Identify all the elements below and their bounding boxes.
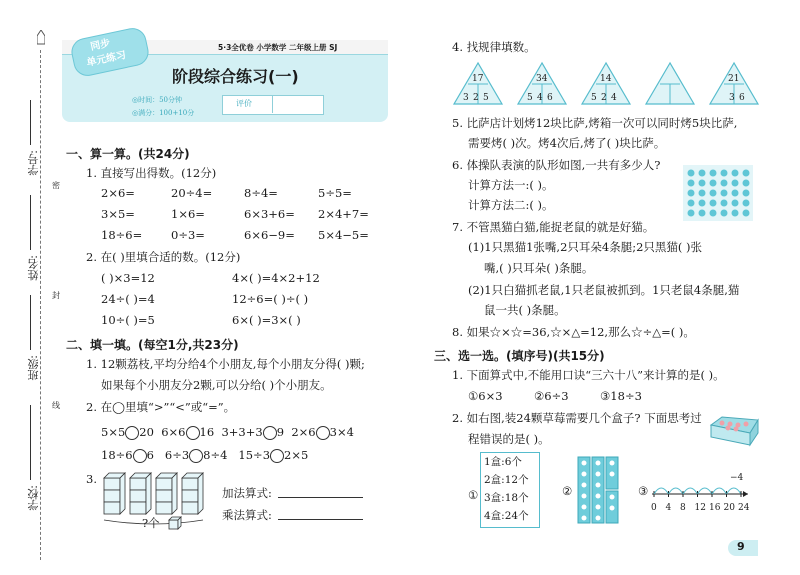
formation-dot xyxy=(688,200,695,207)
strawberry-dot xyxy=(582,505,587,510)
section2-title: 二、填一填。(每空1分,共23分) xyxy=(66,338,239,352)
tri2-top: 34 xyxy=(536,74,548,84)
student-id-label: 学号: xyxy=(27,150,40,176)
fill-r0c1: 4×( )=4×2+12 xyxy=(232,271,320,285)
compare-circle[interactable] xyxy=(189,449,203,463)
formation-dot xyxy=(721,170,728,177)
calc-r1c3: 2×4+7= xyxy=(318,207,369,221)
formation-dot xyxy=(688,210,695,217)
strawberry-box xyxy=(578,457,590,523)
q7-part1-line2: 嘴,( )只耳朵( )条腿。 xyxy=(484,261,594,275)
numberline-tick-label: 0 xyxy=(651,503,657,513)
formation-dot xyxy=(721,210,728,217)
fill-r2c1: 6×( )=3×( ) xyxy=(232,313,301,327)
calc-r2c1: 0÷3= xyxy=(171,228,205,242)
section1-title: 一、算一算。(共24分) xyxy=(66,147,190,161)
multiplication-answer-line[interactable] xyxy=(278,519,363,520)
calc-r1c0: 3×5= xyxy=(101,207,135,221)
cmp-row1 xyxy=(101,425,354,440)
strawberry-dot xyxy=(582,516,587,521)
formation-dot xyxy=(732,170,739,177)
name-label: 姓名: xyxy=(27,255,40,281)
tri2-right: 6 xyxy=(547,93,553,103)
q7-part1-line1: (1)1只黑猫1张嘴,2只耳朵4条腿;2只黑猫( )张 xyxy=(468,240,703,254)
sec2-q1-line1: 1. 12颗荔枝,平均分给4个小朋友,每个小朋友分得( )颗; xyxy=(86,357,365,371)
numberline-tick-label: 8 xyxy=(680,503,686,513)
q8: 8. 如果☆×☆=36,☆×△=12,那么☆÷△=( )。 xyxy=(452,325,695,339)
formation-dot xyxy=(721,190,728,197)
strawberry-dot xyxy=(610,472,615,477)
option2-number: ② xyxy=(562,484,573,498)
tri2-left: 5 xyxy=(527,93,533,103)
s3-q1: 1. 下面算式中,不能用口诀“三六十八”来计算的是( )。 xyxy=(452,368,725,382)
cut-mark-3: 线 xyxy=(52,401,60,410)
triangle-figures xyxy=(450,60,770,112)
formation-dot xyxy=(710,210,717,217)
option1-row2: 2盒:12个 xyxy=(484,474,529,486)
cmp5-right: 6 xyxy=(146,448,154,462)
numberline-arc xyxy=(654,488,669,494)
time-label: ◎时间：50分钟 xyxy=(132,96,183,104)
calc-r1c2: 6×3+6= xyxy=(244,207,295,221)
numberline-tick-label: 20 xyxy=(723,503,735,513)
formation-dot xyxy=(732,180,739,187)
calc-r2c2: 6×6−9= xyxy=(244,228,295,242)
strawberry-dot xyxy=(610,495,615,500)
option1-row1: 1盒:6个 xyxy=(484,456,522,468)
badge-line1: 同步 xyxy=(89,37,112,53)
evaluation-field[interactable] xyxy=(274,96,320,112)
class-line xyxy=(30,295,31,350)
q5-line1: 5. 比萨店计划烤12块比萨,烤箱一次可以同时烤5块比萨, xyxy=(452,116,738,130)
binding-rocket-icon xyxy=(37,30,45,46)
option2-dot-boxes xyxy=(576,455,620,529)
formation-dot xyxy=(688,190,695,197)
numberline-tick-label: 4 xyxy=(665,503,672,513)
formation-dot xyxy=(699,200,706,207)
fill-r1c1: 12÷6=( )÷( ) xyxy=(232,292,309,306)
compare-circle[interactable] xyxy=(270,449,284,463)
sec2-q2-title: 2. 在◯里填“>”“<”或“=”。 xyxy=(86,400,236,414)
strawberry-box-image xyxy=(708,413,760,451)
cmp-row2 xyxy=(101,448,308,463)
school-label: 学校: xyxy=(27,485,40,511)
cmp7-left: 15÷3 xyxy=(238,448,271,462)
q6-title: 6. 体操队表演的队形如图,一共有多少人? xyxy=(452,158,661,172)
cube-total-label: ?个 xyxy=(142,516,160,530)
cube-stack xyxy=(130,473,151,514)
fill-r2c0: 10÷( )=5 xyxy=(101,313,155,327)
formation-dot xyxy=(721,180,728,187)
strawberry-dot xyxy=(582,494,587,499)
numberline-tick-label: 24 xyxy=(738,503,750,513)
s3-q1-option3: ③18÷3 xyxy=(600,389,642,403)
option3-number: ③ xyxy=(638,484,649,498)
cmp2-left: 6×6 xyxy=(161,425,186,439)
formation-dot xyxy=(688,180,695,187)
strawberry-dot xyxy=(596,472,601,477)
cmp4-right: 3×4 xyxy=(329,425,354,439)
strawberry-dot xyxy=(596,461,601,466)
formation-dot xyxy=(732,190,739,197)
tri3-left: 5 xyxy=(591,93,597,103)
score-label: ◎满分：100+10分 xyxy=(132,109,195,117)
formation-dot xyxy=(688,170,695,177)
cmp2-right: 16 xyxy=(199,425,215,439)
cmp7-right: 2×5 xyxy=(284,448,309,462)
formation-dot xyxy=(721,200,728,207)
compare-circle[interactable] xyxy=(316,426,330,440)
student-id-line xyxy=(30,100,31,145)
tri5-mid: 3 xyxy=(729,93,735,103)
q4-title: 4. 找规律填数。 xyxy=(452,40,536,54)
tri2-mid: 4 xyxy=(537,93,543,103)
tri3-top: 14 xyxy=(600,74,612,84)
q6-method2: 计算方法二:( )。 xyxy=(468,198,554,212)
q7-part2-line1: (2)1只白猫抓老鼠,1只老鼠被抓到。1只老鼠4条腿,猫 xyxy=(468,283,740,297)
tri3-mid: 2 xyxy=(601,93,607,103)
formation-dot xyxy=(710,180,717,187)
calc-r2c3: 5×4−5= xyxy=(318,228,369,242)
formation-dot xyxy=(743,190,750,197)
name-line xyxy=(30,195,31,250)
strawberry-dot xyxy=(596,483,601,488)
calc-r0c2: 8÷4= xyxy=(244,186,278,200)
evaluation-divider xyxy=(272,95,273,113)
s3-q1-option2: ②6÷3 xyxy=(534,389,569,403)
strawberry-dot xyxy=(610,506,615,511)
strawberry-dot xyxy=(610,461,615,466)
numberline-step-label: −4 xyxy=(730,473,744,483)
tri1-left: 3 xyxy=(463,93,469,103)
strawberry-dot xyxy=(582,483,587,488)
section3-title: 三、选一选。(填序号)(共15分) xyxy=(434,349,605,363)
cmp3-right: 9 xyxy=(276,425,285,439)
cmp1-right: 20 xyxy=(139,425,154,439)
formation-dot xyxy=(710,200,717,207)
option1-row4: 4盒:24个 xyxy=(484,510,529,522)
strawberry-dot xyxy=(596,516,601,521)
cut-mark-2: 封 xyxy=(52,291,60,300)
evaluation-label: 评价 xyxy=(236,99,252,108)
compare-circle[interactable] xyxy=(186,426,200,440)
cut-mark-1: 密 xyxy=(52,181,60,190)
multiplication-label: 乘法算式: xyxy=(222,508,272,522)
calc-r0c0: 2×6= xyxy=(101,186,135,200)
calc-r0c1: 20÷4= xyxy=(171,186,213,200)
number-line xyxy=(648,470,758,520)
binding-dotted-line xyxy=(40,50,41,560)
strawberry-dot xyxy=(582,472,587,477)
s3-q2-line1: 2. 如右图,装24颗草莓需要几个盒子? 下面思考过 xyxy=(452,411,702,425)
tri5-right: 6 xyxy=(739,93,745,103)
numberline-arc xyxy=(727,488,742,494)
formation-dot xyxy=(699,180,706,187)
numberline-arc xyxy=(683,488,698,494)
series-label: 5·3全优卷 小学数学 二年级上册 SJ xyxy=(218,43,338,52)
strawberry-dot xyxy=(596,505,601,510)
sec1-q2-title: 2. 在( )里填合适的数。(12分) xyxy=(86,250,241,264)
numberline-tick-label: 16 xyxy=(709,503,721,513)
cmp4-left: 2×6 xyxy=(291,425,316,439)
fill-r0c0: ( )×3=12 xyxy=(101,271,155,285)
addition-label: 加法算式: xyxy=(222,486,272,500)
cmp6-left: 6÷3 xyxy=(164,448,190,462)
q5-line2: 需要烤( )次。烤4次后,烤了( )块比萨。 xyxy=(468,136,666,150)
tri1-right: 5 xyxy=(483,93,489,103)
formation-dot xyxy=(710,190,717,197)
compare-circle[interactable] xyxy=(125,426,139,440)
q7-title: 7. 不管黑猫白猫,能捉老鼠的就是好猫。 xyxy=(452,220,655,234)
sec1-q1-title: 1. 直接写出得数。(12分) xyxy=(86,166,217,180)
numberline-arc xyxy=(712,488,727,494)
formation-dot xyxy=(732,210,739,217)
cube-stack xyxy=(104,473,125,514)
cube-stack xyxy=(156,473,177,514)
sec2-q3-num: 3. xyxy=(86,472,97,486)
formation-dot xyxy=(710,170,717,177)
cmp1-left: 5×5 xyxy=(101,425,126,439)
cmp6-right: 8÷4 xyxy=(203,448,228,462)
numberline-arc xyxy=(669,488,684,494)
strawberry-dot xyxy=(596,494,601,499)
q7-part2-line2: 鼠一共( )条腿。 xyxy=(484,303,566,317)
formation-dot xyxy=(743,180,750,187)
school-line xyxy=(30,405,31,480)
page-number: 9 xyxy=(737,540,745,553)
formation-dot xyxy=(743,200,750,207)
cmp5-left: 18÷6 xyxy=(101,448,133,462)
addition-answer-line[interactable] xyxy=(278,497,363,498)
calc-r1c1: 1×6= xyxy=(171,207,205,221)
s3-q2-line2: 程错误的是( )。 xyxy=(468,432,550,446)
numberline-arc xyxy=(698,488,713,494)
calc-r2c0: 18÷6= xyxy=(101,228,143,242)
formation-dot xyxy=(699,190,706,197)
cube-stack xyxy=(182,473,203,514)
fill-r1c0: 24÷( )=4 xyxy=(101,292,155,306)
tri1-top: 17 xyxy=(472,74,484,84)
strawberry-box xyxy=(592,457,604,523)
calc-r0c3: 5÷5= xyxy=(318,186,352,200)
compare-circle[interactable] xyxy=(263,426,277,440)
formation-dot xyxy=(732,200,739,207)
option1-row3: 3盒:18个 xyxy=(484,492,529,504)
s3-q1-option1: ①6×3 xyxy=(468,389,503,403)
cmp3-left: 3+3+3 xyxy=(221,425,263,439)
gymnastics-dot-formation xyxy=(683,165,753,225)
sec2-q1-line2: 如果每个小朋友分2颗,可以分给( )个小朋友。 xyxy=(101,378,332,392)
numberline-tick-label: 12 xyxy=(694,503,706,513)
formation-dot xyxy=(699,210,706,217)
class-label: 班级: xyxy=(27,355,40,381)
q6-method1: 计算方法一:( )。 xyxy=(468,178,554,192)
badge-line2: 单元练习 xyxy=(85,49,128,69)
page-title: 阶段综合练习(一) xyxy=(172,67,299,86)
formation-dot xyxy=(699,170,706,177)
option1-number: ① xyxy=(468,488,479,502)
tri3-right: 4 xyxy=(611,93,617,103)
tri5-top: 21 xyxy=(728,74,740,84)
compare-circle[interactable] xyxy=(133,449,147,463)
formation-dot xyxy=(743,170,750,177)
tri1-mid: 2 xyxy=(473,93,479,103)
strawberry-dot xyxy=(582,461,587,466)
single-cube-icon xyxy=(168,515,182,534)
formation-dot xyxy=(743,210,750,217)
